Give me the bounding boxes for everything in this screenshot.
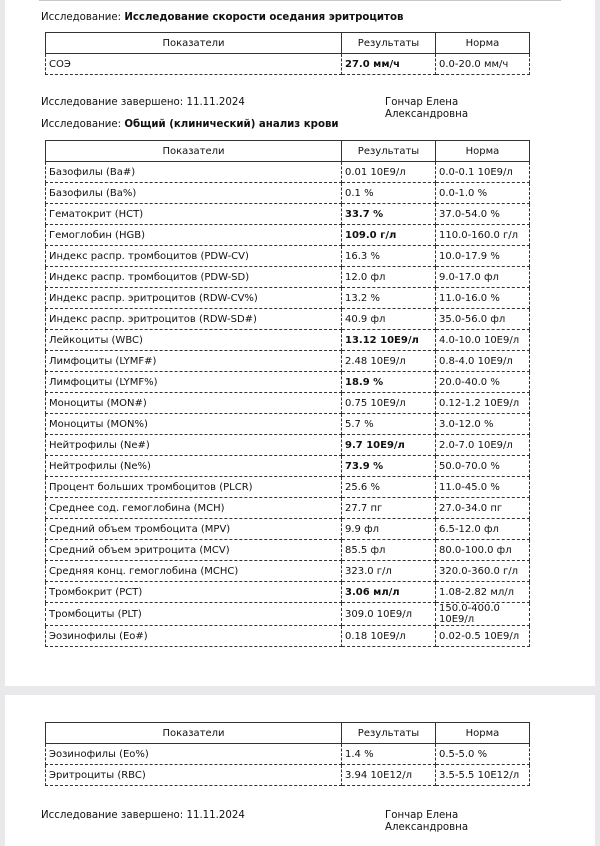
norm-range-cell: 3.5-5.5 10E12/л <box>436 765 530 786</box>
norm-range-cell: 80.0-100.0 фл <box>436 540 530 561</box>
table-row <box>46 626 530 647</box>
param-name-cell: Среднее сод. гемоглобина (MCH) <box>46 498 342 519</box>
table-row <box>46 204 530 225</box>
table-row <box>46 225 530 246</box>
param-name-cell: Гематокрит (HCT) <box>46 204 342 225</box>
param-name-cell: Лейкоциты (WBC) <box>46 330 342 351</box>
table-row <box>46 540 530 561</box>
page-top-divider <box>39 0 561 1</box>
param-name-cell: Базофилы (Ba%) <box>46 183 342 204</box>
result-value-cell: 9.9 фл <box>342 519 436 540</box>
result-value-cell: 13.2 % <box>342 288 436 309</box>
header-result: Результаты <box>342 723 436 744</box>
table-row <box>46 288 530 309</box>
result-value-cell: 0.18 10E9/л <box>342 626 436 647</box>
norm-range-cell: 50.0-70.0 % <box>436 456 530 477</box>
table-row <box>46 498 530 519</box>
result-value-cell: 0.01 10E9/л <box>342 162 436 183</box>
norm-range-cell: 110.0-160.0 г/л <box>436 225 530 246</box>
norm-range-cell: 3.0-12.0 % <box>436 414 530 435</box>
doctor-name-2: Гончар Елена Александровна <box>385 810 469 833</box>
table-header-row <box>46 723 530 744</box>
param-name-cell: Гемоглобин (HGB) <box>46 225 342 246</box>
table-row <box>46 477 530 498</box>
result-value-cell: 0.75 10E9/л <box>342 393 436 414</box>
norm-range-cell: 320.0-360.0 г/л <box>436 561 530 582</box>
cbc-results-table <box>45 140 530 647</box>
norm-range-cell: 10.0-17.9 % <box>436 246 530 267</box>
result-value-cell: 40.9 фл <box>342 309 436 330</box>
param-name-cell: Базофилы (Ba#) <box>46 162 342 183</box>
study-title-soe: Исследование: Исследование скорости оседания эритроцитов <box>41 12 404 23</box>
norm-range-cell: 0.0-20.0 мм/ч <box>436 54 530 75</box>
norm-range-cell: 6.5-12.0 фл <box>436 519 530 540</box>
cbc-table-body <box>46 141 530 647</box>
table-row <box>46 582 530 603</box>
result-value-cell: 73.9 % <box>342 456 436 477</box>
result-value-cell: 1.4 % <box>342 744 436 765</box>
header-param: Показатели <box>46 723 342 744</box>
header-param: Показатели <box>46 141 342 162</box>
result-value-cell: 33.7 % <box>342 204 436 225</box>
norm-range-cell: 0.8-4.0 10E9/л <box>436 351 530 372</box>
completed-line-1: Исследование завершено: 11.11.2024 <box>41 97 245 108</box>
table-row <box>46 162 530 183</box>
result-value-cell: 18.9 % <box>342 372 436 393</box>
table-row <box>46 744 530 765</box>
norm-range-cell: 2.0-7.0 10E9/л <box>436 435 530 456</box>
result-value-cell: 27.0 мм/ч <box>342 54 436 75</box>
param-name-cell: Индекс распр. тромбоцитов (PDW-CV) <box>46 246 342 267</box>
result-value-cell: 2.48 10E9/л <box>342 351 436 372</box>
result-value-cell: 12.0 фл <box>342 267 436 288</box>
report-page-2 <box>5 695 595 846</box>
norm-range-cell: 0.5-5.0 % <box>436 744 530 765</box>
result-value-cell: 3.06 мл/л <box>342 582 436 603</box>
param-name-cell: Процент больших тромбоцитов (PLCR) <box>46 477 342 498</box>
result-value-cell: 85.5 фл <box>342 540 436 561</box>
result-value-cell: 5.7 % <box>342 414 436 435</box>
table-row <box>46 519 530 540</box>
result-value-cell: 323.0 г/л <box>342 561 436 582</box>
study-name-cbc: Общий (клинический) анализ крови <box>124 119 339 130</box>
table-header-row <box>46 33 530 54</box>
soe-table-body <box>46 33 530 75</box>
norm-range-cell: 0.12-1.2 10E9/л <box>436 393 530 414</box>
soe-results-table <box>45 32 530 75</box>
norm-range-cell: 11.0-16.0 % <box>436 288 530 309</box>
study-title-cbc: Исследование: Общий (клинический) анализ крови <box>41 119 339 130</box>
norm-range-cell: 9.0-17.0 фл <box>436 267 530 288</box>
table-row <box>46 765 530 786</box>
norm-range-cell: 11.0-45.0 % <box>436 477 530 498</box>
param-name-cell: Эозинофилы (Eo%) <box>46 744 342 765</box>
table-row <box>46 603 530 626</box>
norm-range-cell: 37.0-54.0 % <box>436 204 530 225</box>
param-name-cell: Эозинофилы (Eo#) <box>46 626 342 647</box>
norm-range-cell: 27.0-34.0 пг <box>436 498 530 519</box>
table-row <box>46 54 530 75</box>
param-name-cell: Индекс распр. тромбоцитов (PDW-SD) <box>46 267 342 288</box>
param-name-cell: Моноциты (MON#) <box>46 393 342 414</box>
page2-table-body <box>46 723 530 786</box>
param-name-cell: Эритроциты (RBC) <box>46 765 342 786</box>
table-row <box>46 372 530 393</box>
table-header-row <box>46 141 530 162</box>
result-value-cell: 309.0 10E9/л <box>342 603 436 626</box>
param-name-cell: Индекс распр. эритроцитов (RDW-SD#) <box>46 309 342 330</box>
param-name-cell: Нейтрофилы (Ne%) <box>46 456 342 477</box>
param-name-cell: Моноциты (MON%) <box>46 414 342 435</box>
table-row <box>46 456 530 477</box>
table-row <box>46 246 530 267</box>
result-value-cell: 13.12 10E9/л <box>342 330 436 351</box>
table-row <box>46 183 530 204</box>
header-norm: Норма <box>436 33 530 54</box>
result-value-cell: 16.3 % <box>342 246 436 267</box>
table-row <box>46 561 530 582</box>
header-norm: Норма <box>436 723 530 744</box>
norm-range-cell: 0.02-0.5 10E9/л <box>436 626 530 647</box>
param-name-cell: СОЭ <box>46 54 342 75</box>
table-row <box>46 351 530 372</box>
norm-range-cell: 4.0-10.0 10E9/л <box>436 330 530 351</box>
norm-range-cell: 0.0-0.1 10E9/л <box>436 162 530 183</box>
result-value-cell: 109.0 г/л <box>342 225 436 246</box>
norm-range-cell: 150.0-400.0 10E9/л <box>436 603 530 626</box>
report-page-1 <box>5 0 595 686</box>
doctor-name-1: Гончар Елена Александровна <box>385 97 469 120</box>
completed-date-2: 11.11.2024 <box>186 810 245 821</box>
param-name-cell: Тромбоциты (PLT) <box>46 603 342 626</box>
table-row <box>46 393 530 414</box>
param-name-cell: Индекс распр. эритроцитов (RDW-CV%) <box>46 288 342 309</box>
param-name-cell: Лимфоциты (LYMF%) <box>46 372 342 393</box>
param-name-cell: Нейтрофилы (Ne#) <box>46 435 342 456</box>
table-row <box>46 267 530 288</box>
header-result: Результаты <box>342 33 436 54</box>
table-row <box>46 435 530 456</box>
param-name-cell: Тромбокрит (PCT) <box>46 582 342 603</box>
param-name-cell: Средний объем тромбоцита (MPV) <box>46 519 342 540</box>
result-value-cell: 0.1 % <box>342 183 436 204</box>
cbc-results-table-continued <box>45 722 530 786</box>
norm-range-cell: 1.08-2.82 мл/л <box>436 582 530 603</box>
param-name-cell: Средний объем эритроцита (MCV) <box>46 540 342 561</box>
norm-range-cell: 0.0-1.0 % <box>436 183 530 204</box>
param-name-cell: Лимфоциты (LYMF#) <box>46 351 342 372</box>
result-value-cell: 9.7 10E9/л <box>342 435 436 456</box>
norm-range-cell: 35.0-56.0 фл <box>436 309 530 330</box>
header-norm: Норма <box>436 141 530 162</box>
table-row <box>46 309 530 330</box>
result-value-cell: 25.6 % <box>342 477 436 498</box>
table-row <box>46 414 530 435</box>
completed-line-2: Исследование завершено: 11.11.2024 <box>41 810 245 821</box>
table-row <box>46 330 530 351</box>
header-param: Показатели <box>46 33 342 54</box>
param-name-cell: Средняя конц. гемоглобина (MCHC) <box>46 561 342 582</box>
norm-range-cell: 20.0-40.0 % <box>436 372 530 393</box>
header-result: Результаты <box>342 141 436 162</box>
completed-date-1: 11.11.2024 <box>186 97 245 108</box>
result-value-cell: 3.94 10E12/л <box>342 765 436 786</box>
result-value-cell: 27.7 пг <box>342 498 436 519</box>
study-name-soe: Исследование скорости оседания эритроцитов <box>124 12 404 23</box>
